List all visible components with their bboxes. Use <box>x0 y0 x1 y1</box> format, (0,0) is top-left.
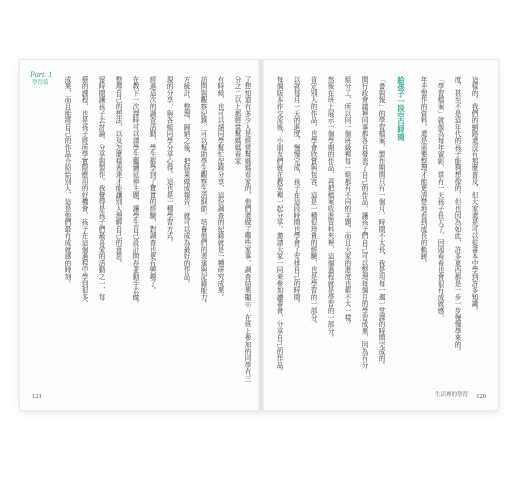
left-text-column: 經過這次的調查活動，學生都學到了寶貴的經驗，對調查也更有興趣了。 <box>148 76 156 294</box>
left-text-column: 方統計，整理、歸納之後，把結果做成報告，就可以成為最好的作品。 <box>182 76 190 287</box>
book-spread <box>20 60 498 410</box>
left-text-column: 訪問與觀察紀錄，可以幫助學生觀察生活細節，培養他們的表達與記錄能力。 <box>199 76 207 308</box>
left-text-column: 有時候，也可以請同學幫忙記錄分享，這份調查的紀錄就是一種研究成果。 <box>216 76 224 301</box>
right-text-column: 然後在班上展示一個學期的作品，再把檔案收進資料夾裡，這個過程就是學習的一部分。 <box>326 76 334 342</box>
running-footer: 生活裡的學習 <box>434 392 468 398</box>
right-text-column: 肯定別人的作品，也學會欣賞與包容，這是一種很珍貴的經驗，也是學習的一部分。 <box>309 76 317 328</box>
part-subtitle: 學習篇 <box>32 80 49 86</box>
right-text-column: 「書與報」的學習檔案，製作期間只有一個月，時間不太長，我是用每一週一堂課的時間完成的。 <box>377 76 385 369</box>
page-number-left: 121 <box>32 393 42 400</box>
left-text-column: 成果，而且能將自己的作品介紹給別人，這是他們最有成就感的時刻。 <box>63 76 71 287</box>
left-text-column: 了想知道有多少人是經常幫媽媽看家的，他們還做了哪些家事、調查結果顯示：在班上參加的同學有三分之二以上都經常幫媽媽看家 <box>233 76 251 382</box>
right-text-column: 「學習檔案」就像為每年留影，當有一天孩子長大了，回頭看看也會很有成就感。 <box>436 76 444 321</box>
page-number-right: 120 <box>476 393 486 400</box>
right-page <box>264 60 498 410</box>
left-text-column: 留時間讓孩子去討論、分享與製作。我覺得是孩子們最喜愛的活動之一，每 <box>97 76 105 301</box>
part-label: Part. 1 <box>30 70 53 79</box>
right-text-column: 這樣的，我們的網路還沒有那麼普及，但大家還是可以從書本中學到許多知識。 <box>470 76 478 314</box>
left-text-column: 在教下一次課時可以請學生繼續延伸主題，讓學生自己設計問卷並動手去做。 <box>131 76 139 308</box>
right-text-column: 年手製作的資料，還是需要整理才能更清楚地看到成長的軌跡。 <box>419 76 427 267</box>
left-text-column: 現的分享，與各組同學分享心得，這也是一種學習方式。 <box>165 76 173 246</box>
left-text-column: 整理自己的想法，以及怎麼樣表達才能讓別人理解自己的意思。 <box>114 76 122 267</box>
right-text-column: 間行政會議裡同事都各自發表了自己的作品，讓孩子們自己可以整理每個月的學習成果，因為有分 <box>360 76 368 369</box>
right-text-column: 組分工，所以同一個班級裡每一組都有不同的主題，而且大家的進度也都不太一樣。 <box>343 76 351 328</box>
right-text-column: 每個版本作交流後，小朋友們就在教室裡一起分享，邀請大家一同來參加讀書會，分享自己的作品。 <box>275 76 283 376</box>
right-text-column: 度，甚至不是這年代的孩子能夠想像的，但也因為如此，許多東西都是一步一步慢慢學來的。 <box>453 76 461 355</box>
section-heading: 給孩子一段空白時間 <box>397 76 406 141</box>
left-text-column: 藝的課程，也是孩子將所學實際應用的好機會，孩子在這個過程中學到很多。 <box>80 76 88 308</box>
right-text-column: 以就每月一天的進度，慢慢完成，孩子在這段時間也學會了安排自己的時間。 <box>292 76 300 308</box>
left-page <box>20 60 258 410</box>
